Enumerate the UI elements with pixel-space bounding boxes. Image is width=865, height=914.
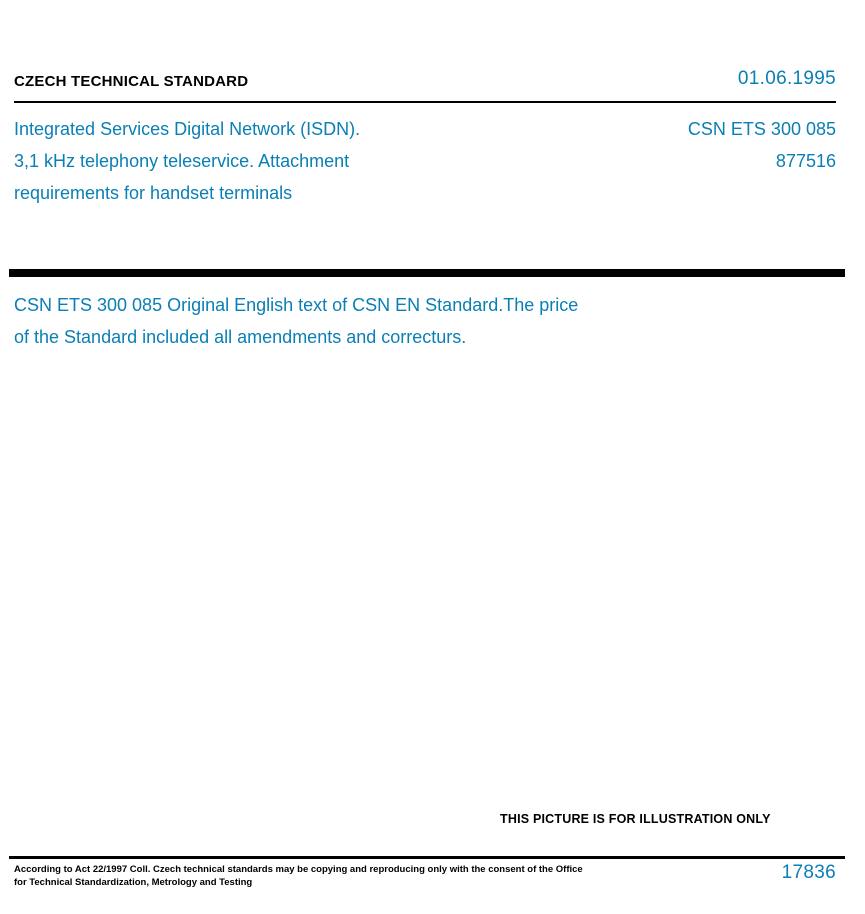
title-line: 3,1 kHz telephony teleservice. Attachment: [14, 151, 350, 171]
document-kind-label: CZECH TECHNICAL STANDARD: [14, 73, 249, 90]
publication-date: 01.06.1995: [737, 68, 836, 89]
document-title: [14, 113, 534, 209]
footer-legal-notice: [14, 863, 614, 889]
title-line: Integrated Services Digital Network (ISDN).: [14, 119, 361, 139]
note-line: CSN ETS 300 085 Original English text of CSN EN Standard.The price: [14, 295, 579, 315]
note-line: of the Standard included all amendments and correcturs.: [14, 327, 467, 347]
header: [14, 68, 836, 98]
standard-code: CSN ETS 300 085: [687, 119, 836, 139]
title-line: requirements for handset terminals: [14, 183, 293, 203]
footer-legal-line: for Technical Standardization, Metrology and Testing: [14, 877, 253, 888]
illustration-disclaimer: THIS PICTURE IS FOR ILLUSTRATION ONLY: [500, 812, 771, 826]
catalog-number: 877516: [775, 151, 836, 171]
section-divider: [9, 269, 845, 277]
header-divider: [14, 101, 836, 103]
footer-legal-line: According to Act 22/1997 Coll. Czech technical standards may be copying and reproducing only with the consent of the Office: [14, 864, 583, 875]
footer-divider: [9, 856, 845, 859]
abstract-note: [14, 289, 774, 353]
standard-identifier: [536, 113, 836, 177]
footer-order-number: 17836: [781, 862, 836, 883]
